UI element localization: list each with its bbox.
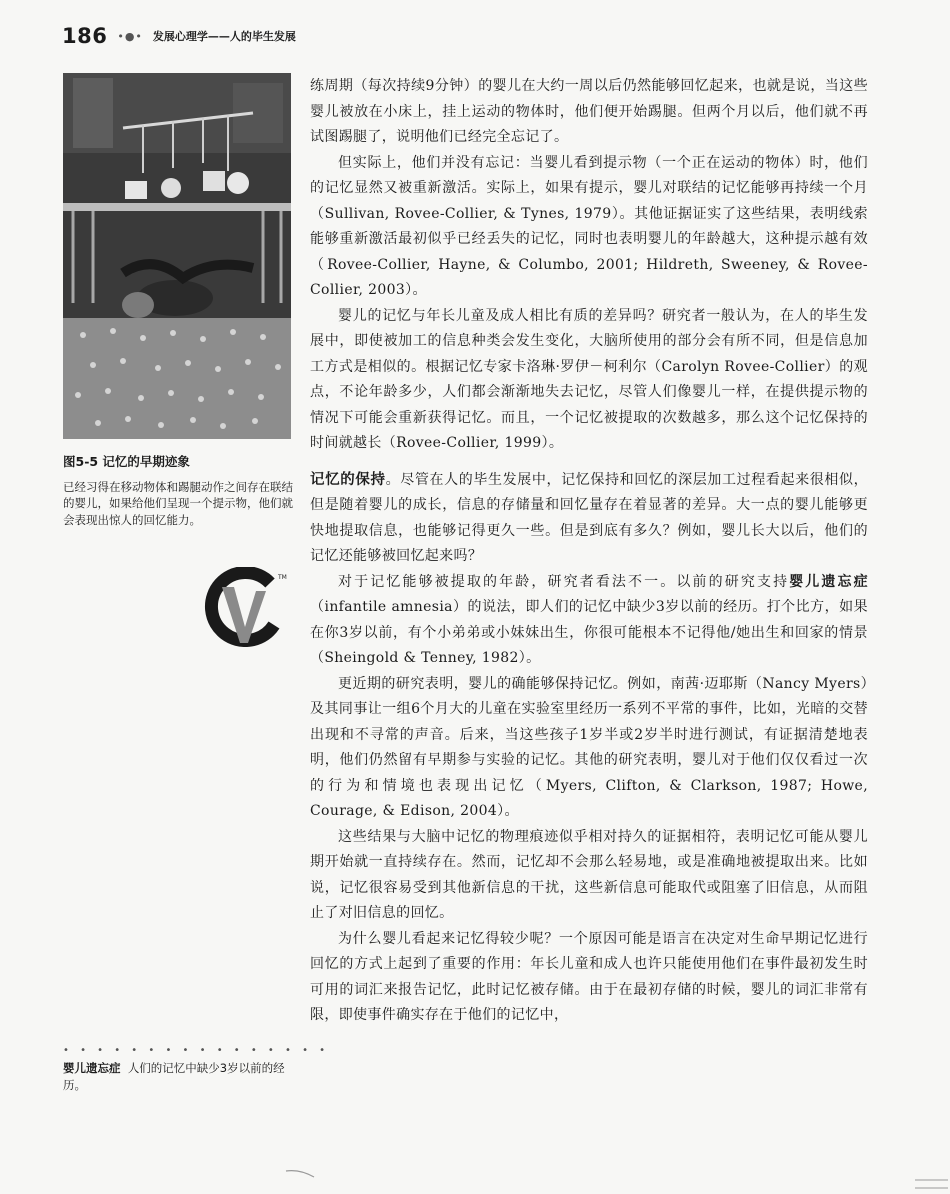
paragraph-1: 练周期（每次持续9分钟）的婴儿在大约一周以后仍然能够回忆起来，也就是说，当这些婴儿被放在小床上，挂上运动的物体时，他们便开始踢腿。但两个月以后，他们就不再试图踢腿了，说明他们已经完全忘记了。 <box>310 78 868 145</box>
paragraph-7: 这些结果与大脑中记忆的物理痕迹似乎相对持久的证据相符，表明记忆可能从婴儿期开始就一直持续存在。然而，记忆却不会那么轻易地，或是准确地被提取出来。比如说，记忆很容易受到其他新信息的干扰，这些新信息可能取代或阻塞了旧信息，从而阻止了对旧信息的回忆。 <box>310 828 868 921</box>
glossary-dots: • • • • • • • • • • • • • • • • <box>63 1045 330 1056</box>
section-intro-text: 。尽管在人的毕生发展中，记忆保持和回忆的深层加工过程看起来很相似，但是随着婴儿的成长，信息的存储量和回忆量存在着显著的差异。大一点的婴儿能够更快地提取信息，也能够记得更久一些。但是到底有多久？例如，婴儿长大以后，他们的记忆还能够被回忆起来吗？ <box>310 471 868 564</box>
paragraph-5-start: 对于记忆能够被提取的年龄，研究者看法不一。以前的研究支持 <box>338 573 790 590</box>
book-title: 发展心理学——人的毕生发展 <box>152 30 296 43</box>
cw-logo-icon <box>200 567 290 647</box>
glossary-box <box>63 1045 330 1094</box>
glossary-definition: 人们的记忆中缺少3岁以前的经历。 <box>63 1061 285 1092</box>
crib-mobile-photo <box>63 73 291 439</box>
glossary-term: 婴儿遗忘症 <box>63 1061 121 1075</box>
main-text <box>310 74 868 1029</box>
key-term-infantile-amnesia: 婴儿遗忘症 <box>789 573 868 590</box>
trademark-mark: TM <box>278 574 287 581</box>
figure-caption-text: 已经习得在移动物体和踢腿动作之间存在联结的婴儿，如果给他们呈现一个提示物，他们就会表现出惊人的回忆能力。 <box>63 480 293 527</box>
section-heading: 记忆的保持 <box>310 470 386 488</box>
paragraph-2: 但实际上，他们并没有忘记：当婴儿看到提示物（一个正在运动的物体）时，他们的记忆显然又被重新激活。实际上，如果有提示，婴儿对联结的记忆能够再持续一个月（Sullivan, Rovee-Collier, & Tynes, 1979）。其他证据证实了这些结果，表明线索能够重新激活最初似乎已经丢失的记忆，同时也表明婴儿的年龄越大，这种提示越有效（Rovee-Collier, Hayne, & Columbo, 2001; Hildreth, Sweeney, & Rovee-Collier, 2003）。 <box>310 154 868 298</box>
paragraph-5 <box>310 570 868 672</box>
running-header <box>62 22 296 50</box>
figure-caption <box>63 452 293 528</box>
paragraph-6: 更近期的研究表明，婴儿的确能够保持记忆。例如，南茜·迈耶斯（Nancy Myers）及其同事让一组6个月大的儿童在实验室里经历一系列不平常的事件，比如，光暗的交替出现和不寻常的声音。后来，当这些孩子1岁半或2岁半时进行测试，有证据清楚地表明，他们仍然留有早期参与实验的记忆。其他的研究表明，婴儿对于他们仅仅看过一次的行为和情境也表现出记忆（Myers, Clifton, & Clarkson, 1987; Howe, Courage, & Edison, 2004）。 <box>310 675 868 819</box>
page-edge-mark <box>910 1174 950 1194</box>
paragraph-5-end: （infantile amnesia）的说法，即人们的记忆中缺少3岁以前的经历。打个比方，如果在你3岁以前，有个小弟弟或小妹妹出生，你很可能根本不记得他/她出生和回家的情景（Sheingold & Tenney, 1982）。 <box>310 599 868 666</box>
header-dots: •●• <box>117 29 143 43</box>
figure-title: 图5-5 记忆的早期迹象 <box>63 454 190 469</box>
glossary-entry <box>63 1060 293 1094</box>
page-number: 186 <box>62 24 108 48</box>
scan-mark <box>284 1168 324 1180</box>
section-memory-retention <box>310 467 868 570</box>
paragraph-8: 为什么婴儿看起来记忆得较少呢？一个原因可能是语言在决定对生命早期记忆进行回忆的方式上起到了重要的作用：年长儿童和成人也许只能使用他们在事件最初发生时可用的词汇来报告记忆，此时记忆被存储。由于在最初存储的时候，婴儿的词汇非常有限，即使事件确实存在于他们的记忆中， <box>310 930 868 1023</box>
paragraph-3: 婴儿的记忆与年长儿童及成人相比有质的差异吗？研究者一般认为，在人的毕生发展中，即使被加工的信息种类会发生变化，大脑所使用的部分会有所不同，但是信息加工方式是相似的。根据记忆专家卡洛琳·罗伊－柯利尔（Carolyn Rovee-Collier）的观点，不论年龄多少，人们都会渐渐地失去记忆，尽管人们像婴儿一样，在提供提示物的情况下可能会重新获得记忆。而且，一个记忆被提取的次数越多，那么这个记忆保持的时间就越长（Rovee-Collier, 1999）。 <box>310 307 868 451</box>
